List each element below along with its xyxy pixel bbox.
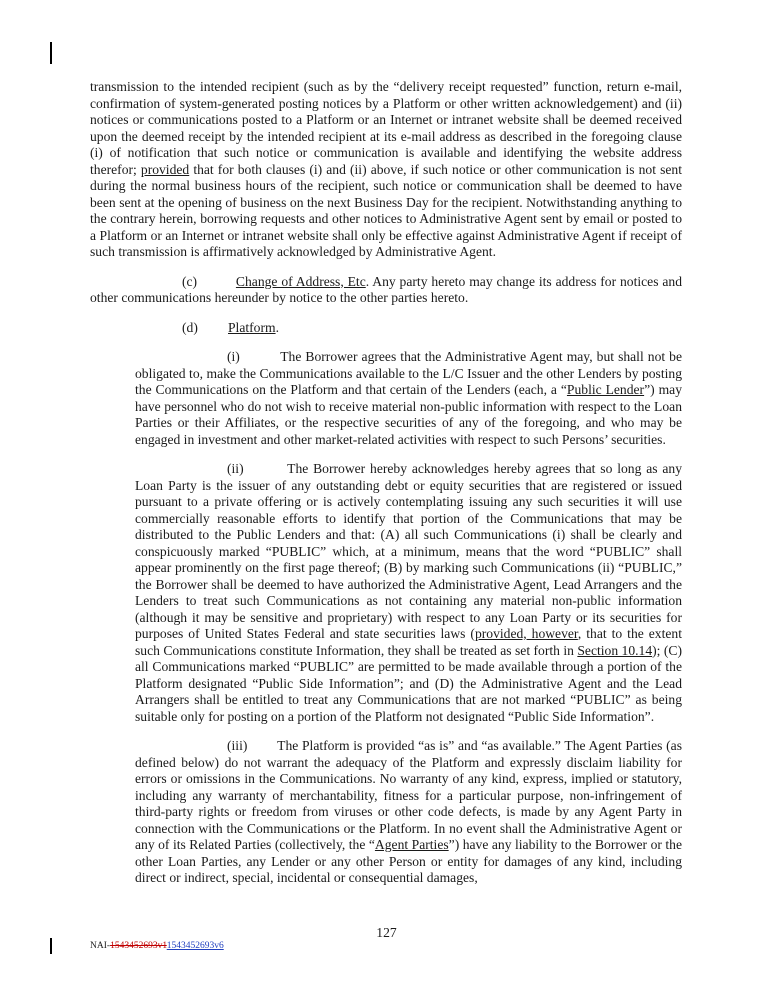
- clause-ii-number: (ii): [227, 461, 244, 476]
- defined-term-agent-parties: Agent Parties: [374, 837, 449, 852]
- clause-ii-paragraph: (ii) The Borrower hereby acknowledges hereby agrees that so long as any Loan Party is the issuer of any outstanding debt or equity securities that are registered or issued pursuant to a private offering or is actively contemplating issuing any such securities it will use commercially reasonable efforts to identify that portion of the Communications that may be distributed to the Public Lenders and that: (A) all such Communications (i) shall be clearly and conspicuously marked “PUBLIC” which, at a minimum, means that the word “PUBLIC” shall appear prominently on the first page thereof; (B) by marking such Communications (ii) “PUBLIC,” the Borrower shall be deemed to have authorized the Administrative Agent, Lead Arrangers and the Lenders to treat such Communications as not containing any material non-public information (although it may be sensitive and proprietary) with respect to any Loan Party or its securities for purposes of United States Federal and state securities laws (provided, however, that to the extent such Communications constitute Information, they shall be treated as set forth in Section 10.14); (C) all Communications marked “PUBLIC” are permitted to be made available through a portion of the Platform designated “Public Side Information”; and (D) the Administrative Agent and the Lead Arrangers shall be entitled to treat any Communications that are not marked “PUBLIC” as being suitable only for posting on a portion of the Platform not designated “Public Side Information”.: [135, 461, 683, 724]
- clause-iii-paragraph: (iii) The Platform is provided “as is” and “as available.” The Agent Parties (as defined below) do not warrant the adequacy of the Platform and expressly disclaim liability for errors or omissions in the Communications. No warranty of any kind, express, implied or statutory, including any warranty of merchantability, fitness for a particular purpose, non-infringement of third-party rights or freedom from viruses or other code defects, is made by any Agent Party in connection with the Communications or the Platform. In no event shall the Administrative Agent or any of its Related Parties (collectively, the “Agent Parties”) have any liability to the Borrower or the other Loan Parties, any Lender or any other Person or entity for damages of any kind, including direct or indirect, special, incidental or consequential damages,: [135, 738, 683, 885]
- continuation-paragraph: transmission to the intended recipient (such as by the “delivery receipt requested” function, return e-mail, confirmation of system-generated posting notices by a Platform or other written acknowledgement) and (ii) notices or communications posted to a Platform or an Internet or intranet website shall be deemed received upon the deemed receipt by the intended recipient at its e-mail address as described in the foregoing clause (i) of notification that such notice or communication is available and identifying the website address therefor; provided that for both clauses (i) and (ii) above, if such notice or other communication is not sent during the normal business hours of the recipient, such notice or communication shall be deemed to have been sent at the opening of business on the next Business Day for the recipient. Notwithstanding anything to the contrary herein, borrowing requests and other notices to Administrative Agent sent by email or posted to a Platform or an Internet or intranet website shall only be effective against Administrative Agent if receipt of such transmission is affirmatively acknowledged by Administrative Agent.: [90, 79, 682, 259]
- document-body: [90, 79, 682, 900]
- section-d-heading: Platform: [228, 319, 276, 335]
- doc-id-inserted: 1543452693v6: [166, 941, 224, 951]
- defined-term-provided: provided: [140, 161, 190, 177]
- section-c-number: (c): [182, 273, 198, 289]
- doc-id-prefix: NAI-: [90, 941, 111, 951]
- clause-i-paragraph: (i) The Borrower agrees that the Administrative Agent may, but shall not be obligated to, make the Communications available to the L/C Issuer and the other Lenders by posting the Communications on the Platform and that certain of the Lenders (each, a “Public Lender”) may have personnel who do not wish to receive material non-public information with respect to the Loan Parties or their Affiliates, or the respective securities of any of the foregoing, and who may be engaged in investment and other market-related activities with respect to such Persons’ securities.: [135, 349, 683, 447]
- page-number: 127: [376, 925, 397, 940]
- revision-change-bar-footer: [50, 938, 52, 954]
- clause-i-number: (i): [227, 349, 240, 364]
- section-c-paragraph: (c) Change of Address, Etc. Any party hereto may change its address for notices and other communications hereunder by notice to the other parties hereto.: [90, 273, 682, 305]
- section-d-number: (d): [182, 319, 198, 335]
- doc-id-deleted: 1543452693v1: [110, 941, 167, 951]
- defined-term-public-lender: Public Lender: [566, 382, 645, 397]
- term-provided-however: provided, however: [474, 626, 578, 641]
- section-reference-link[interactable]: Section 10.14: [577, 642, 653, 658]
- revision-change-bar: [50, 42, 52, 64]
- section-d-heading-line: (d) Platform.: [182, 319, 279, 335]
- document-id-footer: [90, 941, 224, 951]
- clause-iii-number: (iii): [227, 738, 248, 753]
- section-c-heading: Change of Address, Etc: [235, 273, 366, 289]
